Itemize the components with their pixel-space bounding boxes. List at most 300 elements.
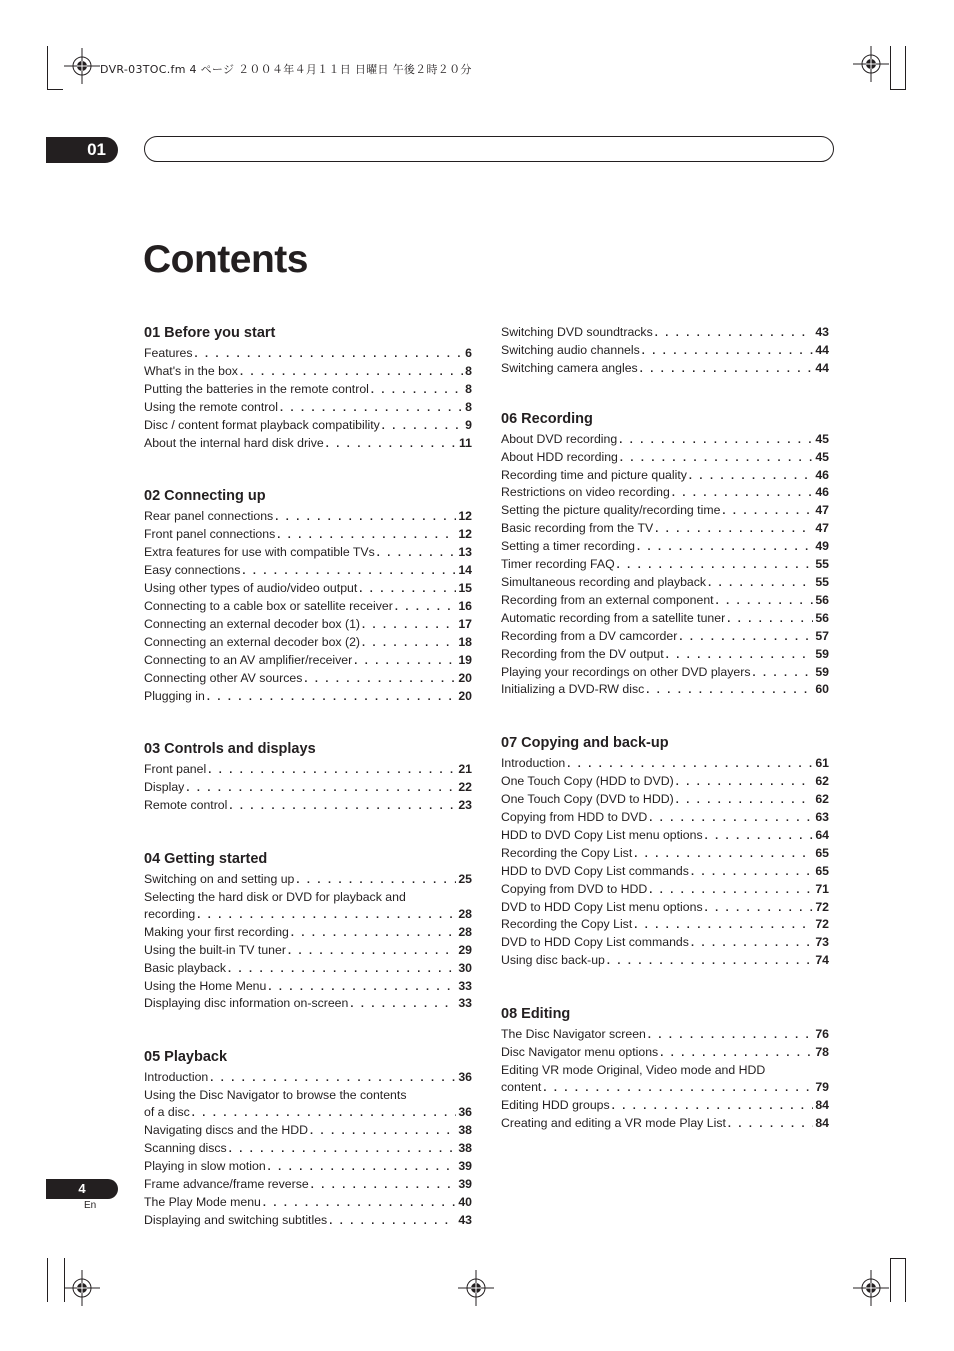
toc-entry-page: 20 (458, 670, 472, 685)
dot-leader (612, 1098, 814, 1115)
toc-entry[interactable] (501, 324, 829, 342)
toc-entry[interactable] (501, 863, 829, 881)
crop-mark (47, 46, 48, 90)
dot-leader (371, 382, 463, 399)
toc-entry-title: Rear panel connections (144, 509, 274, 524)
toc-entry-title: The Disc Navigator screen (501, 1027, 646, 1042)
toc-entry-title: Automatic recording from a satellite tuner (501, 610, 726, 625)
toc-entry-title: Connecting to a cable box or satellite receiver (144, 598, 393, 613)
toc-entry-page: 61 (815, 756, 829, 771)
toc-entry-title: What's in the box (144, 363, 238, 378)
dot-leader (192, 1105, 457, 1122)
toc-entry-page: 45 (815, 449, 829, 464)
toc-entry-page: 76 (815, 1027, 829, 1042)
toc-entry[interactable] (501, 431, 829, 449)
toc-entry[interactable] (144, 1087, 472, 1122)
section-heading: 01 Before you start (144, 325, 276, 341)
dot-leader (691, 864, 813, 881)
toc-entry-page: 40 (458, 1194, 472, 1209)
dot-leader (620, 450, 813, 467)
toc-entry-title: Switching DVD soundtracks (501, 325, 653, 339)
registration-mark-top-left (64, 48, 100, 84)
toc-entry-page: 59 (815, 664, 829, 679)
toc-entry[interactable] (501, 664, 829, 682)
toc-entry-page: 15 (458, 581, 472, 596)
toc-entry-page: 28 (458, 924, 472, 939)
toc-entry-title: Copying from DVD to HDD (501, 881, 648, 896)
toc-entry-page: 9 (465, 417, 472, 432)
crop-mark (890, 89, 906, 90)
toc-entry-title: Selecting the hard disk or DVD for playback and (144, 890, 406, 905)
toc-entry[interactable] (501, 538, 829, 556)
toc-entry[interactable] (144, 399, 472, 417)
toc-entry-page: 46 (815, 467, 829, 482)
dot-leader (642, 343, 814, 360)
toc-entry-page: 57 (815, 628, 829, 643)
dot-leader (619, 432, 813, 449)
toc-entry[interactable] (144, 345, 472, 363)
toc-entry[interactable] (501, 467, 829, 485)
dot-leader (543, 1080, 813, 1097)
toc-entry[interactable] (144, 1069, 472, 1087)
toc-entry-title: Connecting to an AV amplifier/receiver (144, 652, 353, 667)
toc-entry-title: One Touch Copy (HDD to DVD) (501, 774, 674, 789)
toc-right-column (501, 324, 829, 1168)
toc-entry-title: Recording the Copy List (501, 845, 633, 860)
dot-leader (229, 798, 456, 815)
toc-entry-page: 21 (458, 762, 472, 777)
toc-entry-title: Display (144, 780, 185, 795)
toc-entry[interactable] (501, 681, 829, 699)
dot-leader (263, 1195, 456, 1212)
toc-entry-page: 18 (458, 634, 472, 649)
toc-entry-page: 46 (815, 485, 829, 500)
toc-entry[interactable] (144, 960, 472, 978)
toc-entry-title: Connecting an external decoder box (1) (144, 616, 361, 631)
dot-leader (728, 1116, 813, 1133)
toc-entry-title: Putting the batteries in the remote control (144, 381, 369, 396)
dot-leader (377, 545, 457, 562)
toc-entry[interactable] (144, 562, 472, 580)
toc-entry-page: 39 (458, 1176, 472, 1191)
toc-entry-page: 64 (815, 827, 829, 842)
toc-entry-page: 39 (458, 1158, 472, 1173)
toc-entry[interactable] (501, 809, 829, 827)
toc-entry-title: Timer recording FAQ (501, 557, 615, 572)
toc-entry[interactable] (144, 978, 472, 996)
toc-entry-title: Recording from the DV output (501, 646, 664, 661)
toc-section (144, 324, 472, 452)
toc-entry-page: 47 (815, 503, 829, 518)
toc-section (144, 487, 472, 705)
toc-entry[interactable] (144, 616, 472, 634)
toc-entry[interactable] (501, 952, 829, 970)
toc-entry[interactable] (144, 435, 472, 453)
toc-entry-title: Front panel (144, 762, 207, 777)
dot-leader (705, 900, 814, 917)
dot-leader (640, 361, 814, 378)
toc-entry[interactable] (144, 598, 472, 616)
dot-leader (727, 611, 813, 628)
toc-entry[interactable] (501, 1026, 829, 1044)
toc-entry-page: 55 (815, 574, 829, 589)
toc-entry-title: DVD to HDD Copy List menu options (501, 899, 703, 914)
crop-mark (890, 1258, 891, 1302)
toc-entry-page: 73 (815, 935, 829, 950)
toc-entry[interactable] (144, 942, 472, 960)
dot-leader (395, 599, 457, 616)
toc-entry-title: About HDD recording (501, 449, 618, 464)
toc-entry-title: Using the built-in TV tuner (144, 942, 286, 957)
dot-leader (228, 961, 456, 978)
toc-entry-page: 60 (815, 682, 829, 697)
toc-entry-page: 14 (458, 563, 472, 578)
toc-entry-title: Front panel connections (144, 527, 276, 542)
toc-entry-page: 56 (815, 610, 829, 625)
toc-entry-title: Initializing a DVD-RW disc (501, 682, 645, 697)
toc-entry-title: Setting the picture quality/recording time (501, 503, 721, 518)
toc-entry-title: Displaying disc information on-screen (144, 996, 349, 1011)
dot-leader (186, 780, 456, 797)
toc-entry-page: 36 (458, 1070, 472, 1085)
toc-entry[interactable] (501, 342, 829, 360)
dot-leader (354, 653, 456, 670)
toc-entry-title: Using the Disc Navigator to browse the contents (144, 1088, 407, 1103)
toc-entry-title: Using other types of audio/video output (144, 581, 358, 596)
toc-entry-title: About the internal hard disk drive (144, 435, 324, 450)
dot-leader (291, 925, 456, 942)
toc-entry[interactable] (501, 646, 829, 664)
toc-entry-title: Disc / content format playback compatibility (144, 417, 380, 432)
toc-entry[interactable] (501, 574, 829, 592)
toc-entry[interactable] (144, 797, 472, 815)
page-title: Contents (143, 238, 308, 281)
toc-entry-title: Easy connections (144, 563, 241, 578)
dot-leader (195, 346, 464, 363)
dot-leader (329, 1213, 456, 1230)
toc-entry[interactable] (501, 502, 829, 520)
toc-entry[interactable] (144, 1140, 472, 1158)
toc-entry[interactable] (501, 881, 829, 899)
toc-entry-page: 65 (815, 845, 829, 860)
crop-mark (47, 1258, 48, 1302)
dot-leader (304, 671, 456, 688)
toc-entry-page: 62 (815, 792, 829, 807)
toc-section (501, 1005, 829, 1132)
toc-entry-title: Playing your recordings on other DVD players (501, 664, 751, 679)
toc-entry-title: Introduction (501, 756, 566, 771)
toc-entry-page: 84 (815, 1097, 829, 1112)
section-heading: 07 Copying and back-up (501, 735, 669, 752)
toc-entry-title: Creating and editing a VR mode Play List (501, 1115, 726, 1130)
dot-leader (676, 792, 814, 809)
toc-entry-page: 36 (458, 1105, 472, 1120)
section-heading: 05 Playback (144, 1049, 228, 1066)
toc-entry[interactable] (144, 871, 472, 889)
dot-leader (240, 364, 463, 381)
registration-mark-top-right (853, 46, 889, 82)
toc-entry[interactable] (501, 916, 829, 934)
toc-entry-title: Recording from an external component (501, 592, 714, 607)
toc-entry-title: Navigating discs and the HDD (144, 1123, 309, 1138)
toc-entry[interactable] (144, 1194, 472, 1212)
toc-entry-title: Extra features for use with compatible TVs (144, 545, 375, 560)
toc-entry-page: 72 (815, 899, 829, 914)
toc-entry-title: Copying from HDD to DVD (501, 810, 648, 825)
section-heading: 06 Recording (501, 410, 593, 427)
toc-entry-page: 44 (815, 360, 829, 375)
crop-mark (890, 46, 891, 90)
toc-entry[interactable] (501, 827, 829, 845)
dot-leader (617, 557, 814, 574)
toc-entry-page: 13 (458, 545, 472, 560)
toc-entry-title: Recording time and picture quality (501, 467, 687, 482)
dot-leader (705, 828, 814, 845)
toc-entry-title: HDD to DVD Copy List menu options (501, 827, 703, 842)
toc-entry-page: 12 (458, 527, 472, 542)
dot-leader (350, 996, 456, 1013)
toc-entry-page: 20 (458, 688, 472, 703)
toc-entry-title: Disc Navigator menu options (501, 1045, 659, 1060)
crop-mark (890, 1258, 906, 1259)
toc-entry-page: 30 (458, 960, 472, 975)
toc-entry-page: 29 (458, 942, 472, 957)
section-heading: 04 Getting started (144, 851, 268, 868)
dot-leader (666, 647, 814, 664)
toc-entry-title: Features (144, 346, 193, 360)
toc-entry-title: Recording the Copy List (501, 917, 633, 932)
dot-leader (676, 774, 814, 791)
toc-entry-page: 23 (458, 798, 472, 813)
toc-entry-title: Setting a timer recording (501, 539, 635, 554)
dot-leader (382, 418, 463, 435)
toc-entry-page: 72 (815, 917, 829, 932)
crop-mark (64, 1258, 65, 1302)
toc-entry[interactable] (144, 924, 472, 942)
section-heading: 02 Connecting up (144, 488, 266, 505)
toc-entry[interactable] (501, 1062, 829, 1097)
dot-leader (722, 503, 813, 520)
toc-entry[interactable] (144, 688, 472, 706)
toc-entry-page: 74 (815, 953, 829, 968)
toc-section (144, 740, 472, 815)
toc-entry-title: Using the Home Menu (144, 978, 267, 993)
registration-mark-bottom-left (64, 1270, 100, 1306)
dot-leader (679, 629, 813, 646)
toc-entry-page: 45 (815, 431, 829, 446)
dot-leader (280, 400, 463, 417)
toc-entry-page: 78 (815, 1045, 829, 1060)
toc-section (144, 1048, 472, 1229)
toc-entry[interactable] (144, 381, 472, 399)
toc-entry[interactable] (501, 773, 829, 791)
toc-entry-title: DVD to HDD Copy List commands (501, 935, 689, 950)
toc-entry-page: 71 (815, 881, 829, 896)
toc-entry-page: 12 (458, 509, 472, 524)
toc-section (501, 734, 829, 970)
toc-entry[interactable] (501, 610, 829, 628)
toc-entry-title: Using disc back-up (501, 953, 605, 968)
toc-entry-title: The Play Mode menu (144, 1194, 261, 1209)
toc-entry-title: Restrictions on video recording (501, 485, 670, 500)
crop-mark (905, 46, 906, 90)
toc-entry[interactable] (501, 934, 829, 952)
toc-left-column (144, 324, 472, 1265)
toc-entry-page: 62 (815, 774, 829, 789)
toc-entry-title: HDD to DVD Copy List commands (501, 863, 689, 878)
dot-leader (648, 1027, 813, 1044)
dot-leader (296, 872, 456, 889)
toc-entry-title: Switching audio channels (501, 342, 640, 357)
toc-entry-title: Recording from a DV camcorder (501, 628, 678, 643)
toc-entry[interactable] (144, 417, 472, 435)
toc-entry-title: Editing VR mode Original, Video mode and HDD (501, 1063, 766, 1077)
dot-leader (310, 1123, 456, 1140)
dot-leader (567, 756, 813, 773)
toc-entry-page: 59 (815, 646, 829, 661)
toc-entry-title: Basic recording from the TV (501, 521, 654, 536)
toc-entry-page: 16 (458, 598, 472, 613)
dot-leader (655, 521, 813, 538)
dot-leader (362, 617, 456, 634)
toc-entry-page: 25 (458, 872, 472, 887)
toc-entry[interactable] (144, 526, 472, 544)
registration-mark-bottom-center (458, 1270, 494, 1306)
toc-entry-title: About DVD recording (501, 431, 618, 446)
toc-entry[interactable] (501, 755, 829, 773)
dot-leader (210, 1070, 456, 1087)
toc-entry-page: 19 (458, 652, 472, 667)
toc-entry[interactable] (501, 592, 829, 610)
toc-entry-title: Using the remote control (144, 399, 278, 414)
dot-leader (649, 810, 813, 827)
dot-leader (646, 682, 813, 699)
toc-section (501, 410, 829, 700)
toc-entry[interactable] (144, 995, 472, 1013)
toc-entry-title: Introduction (144, 1070, 209, 1085)
toc-entry-page: 84 (815, 1115, 829, 1130)
toc-entry-page: 11 (459, 435, 472, 450)
toc-entry-title: Basic playback (144, 960, 227, 975)
toc-entry[interactable] (144, 761, 472, 779)
toc-entry[interactable] (501, 520, 829, 538)
toc-entry[interactable] (501, 1097, 829, 1115)
toc-entry-page: 8 (465, 381, 472, 396)
toc-entry[interactable] (144, 670, 472, 688)
toc-entry-page: 49 (815, 539, 829, 554)
toc-entry[interactable] (501, 360, 829, 378)
dot-leader (208, 762, 456, 779)
toc-section (144, 850, 472, 1013)
toc-entry-title: Simultaneous recording and playback (501, 574, 707, 589)
toc-entry[interactable] (144, 1158, 472, 1176)
dot-leader (752, 665, 813, 682)
dot-leader (326, 436, 457, 453)
dot-leader (655, 325, 814, 342)
registration-mark-bottom-right (853, 1270, 889, 1306)
toc-entry-page: 22 (458, 780, 472, 795)
toc-entry[interactable] (144, 652, 472, 670)
toc-entry[interactable] (144, 634, 472, 652)
toc-entry-page: 65 (815, 863, 829, 878)
toc-entry[interactable] (501, 791, 829, 809)
page-number: 4 (46, 1179, 118, 1199)
section-heading: 03 Controls and displays (144, 741, 316, 758)
dot-leader (197, 907, 456, 924)
toc-entry[interactable] (144, 889, 472, 924)
toc-entry[interactable] (144, 508, 472, 526)
toc-entry-title-continued: recording (144, 906, 196, 921)
toc-entry[interactable] (144, 1122, 472, 1140)
toc-entry[interactable] (144, 363, 472, 381)
dot-leader (634, 846, 813, 863)
toc-entry[interactable] (501, 628, 829, 646)
dot-leader (275, 509, 456, 526)
toc-entry-title: Making your first recording (144, 924, 289, 939)
language-label: En (84, 1200, 97, 1211)
toc-entry-page: 56 (815, 592, 829, 607)
toc-entry-page: 47 (815, 521, 829, 536)
toc-entry-title: Connecting an external decoder box (2) (144, 634, 361, 649)
toc-entry-page: 38 (458, 1123, 472, 1138)
toc-entry-title: Remote control (144, 798, 228, 813)
toc-entry[interactable] (144, 1212, 472, 1230)
dot-leader (288, 943, 456, 960)
toc-entry-title: Switching camera angles (501, 360, 638, 375)
dot-leader (716, 593, 814, 610)
toc-entry-page: 38 (458, 1141, 472, 1155)
dot-leader (691, 935, 813, 952)
toc-entry[interactable] (501, 449, 829, 467)
toc-entry[interactable] (501, 899, 829, 917)
toc-entry-page: 43 (815, 325, 829, 339)
toc-entry[interactable] (501, 1044, 829, 1062)
toc-entry[interactable] (501, 1115, 829, 1133)
toc-entry[interactable] (144, 580, 472, 598)
crop-mark (905, 1258, 906, 1302)
dot-leader (708, 575, 813, 592)
toc-entry-title: Editing HDD groups (501, 1097, 610, 1112)
dot-leader (607, 953, 813, 970)
toc-entry-title: Switching on and setting up (144, 872, 295, 887)
toc-entry-page: 79 (815, 1079, 829, 1094)
chapter-title-bar (144, 136, 834, 162)
toc-entry[interactable] (144, 1176, 472, 1194)
dot-leader (660, 1045, 813, 1062)
toc-entry-page: 17 (458, 616, 472, 631)
toc-entry-page: 8 (465, 399, 472, 414)
crop-mark (47, 89, 63, 90)
dot-leader (268, 1159, 457, 1176)
dot-leader (649, 882, 813, 899)
toc-entry-page: 28 (458, 906, 472, 921)
dot-leader (311, 1177, 457, 1194)
toc-entry[interactable] (144, 779, 472, 797)
dot-leader (689, 468, 813, 485)
toc-entry-page: 6 (465, 346, 472, 360)
chapter-tab: 01 (46, 137, 118, 163)
toc-entry-title: Frame advance/frame reverse (144, 1176, 309, 1191)
toc-entry[interactable] (501, 484, 829, 502)
toc-entry[interactable] (501, 845, 829, 863)
toc-entry-page: 44 (815, 342, 829, 357)
toc-entry-title: Playing in slow motion (144, 1158, 266, 1173)
toc-entry-title-continued: content (501, 1079, 542, 1094)
toc-entry-title: Plugging in (144, 688, 205, 703)
toc-entry[interactable] (144, 544, 472, 562)
toc-entry[interactable] (501, 556, 829, 574)
dot-leader (672, 485, 813, 502)
